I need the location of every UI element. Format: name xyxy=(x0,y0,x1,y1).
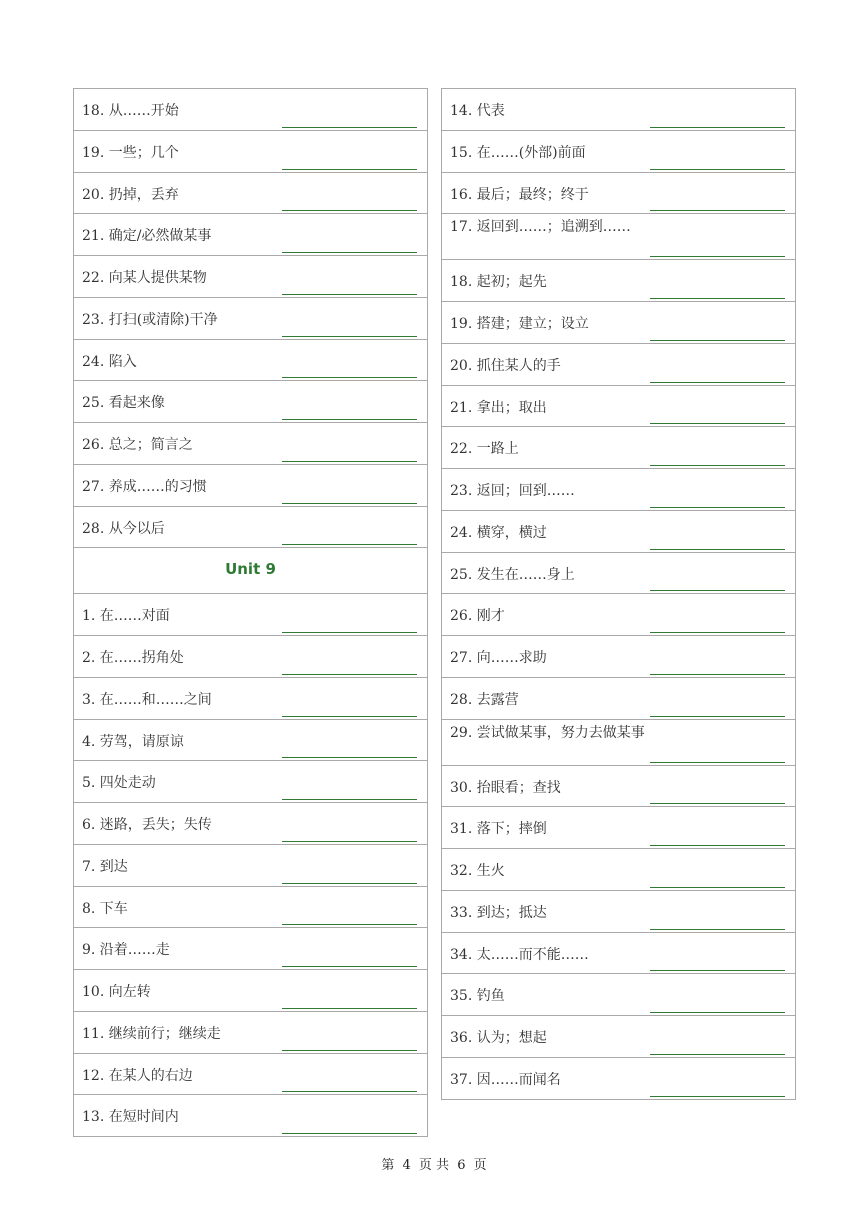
answer-blank[interactable] xyxy=(282,252,417,253)
vocab-row xyxy=(74,214,427,256)
vocab-row xyxy=(74,131,427,173)
answer-blank[interactable] xyxy=(282,1091,417,1092)
vocab-row xyxy=(74,636,427,678)
vocab-prompt: 13. 在短时间内 xyxy=(82,1109,179,1126)
vocab-prompt: 22. 一路上 xyxy=(450,441,519,458)
answer-blank[interactable] xyxy=(282,1133,417,1134)
answer-blank[interactable] xyxy=(650,210,785,211)
vocab-row xyxy=(74,507,427,549)
vocab-prompt: 19. 搭建；建立；设立 xyxy=(450,316,589,332)
answer-blank[interactable] xyxy=(282,1008,417,1009)
vocab-prompt: 14. 代表 xyxy=(450,103,505,119)
vocab-row xyxy=(442,636,795,678)
vocab-prompt: 24. 陷入 xyxy=(82,353,137,370)
vocab-prompt: 23. 返回；回到…… xyxy=(450,483,575,499)
vocab-row xyxy=(442,807,795,849)
vocab-row xyxy=(74,845,427,887)
answer-blank[interactable] xyxy=(650,340,785,341)
vocab-row xyxy=(442,344,795,386)
answer-blank[interactable] xyxy=(282,503,417,504)
answer-blank[interactable] xyxy=(650,127,785,128)
vocab-prompt: 26. 总之；简言之 xyxy=(82,437,193,453)
vocab-row xyxy=(74,173,427,215)
vocab-row xyxy=(442,553,795,595)
vocab-prompt: 24. 横穿，横过 xyxy=(450,524,547,541)
vocab-row xyxy=(442,427,795,469)
vocab-prompt: 22. 向某人提供某物 xyxy=(82,270,207,286)
vocab-prompt: 5. 四处走动 xyxy=(82,775,156,792)
vocab-row xyxy=(74,803,427,845)
left-vocab-table xyxy=(73,88,428,1137)
vocab-row xyxy=(74,423,427,465)
answer-blank[interactable] xyxy=(282,210,417,211)
vocab-row xyxy=(74,720,427,762)
answer-blank[interactable] xyxy=(282,377,417,378)
vocab-prompt: 4. 劳驾，请原谅 xyxy=(82,733,184,750)
answer-blank[interactable] xyxy=(650,674,785,675)
vocab-prompt: 12. 在某人的右边 xyxy=(82,1067,193,1084)
answer-blank[interactable] xyxy=(650,803,785,804)
vocab-prompt: 18. 起初；起先 xyxy=(450,274,547,291)
answer-blank[interactable] xyxy=(650,298,785,299)
vocab-row xyxy=(442,678,795,720)
vocab-prompt: 26. 刚才 xyxy=(450,608,505,625)
page-footer xyxy=(0,1154,868,1173)
vocab-row xyxy=(442,891,795,933)
vocab-prompt: 10. 向左转 xyxy=(82,984,151,1000)
answer-blank[interactable] xyxy=(650,929,785,930)
vocab-prompt: 20. 抓住某人的手 xyxy=(450,357,561,374)
vocab-row xyxy=(442,720,795,766)
vocab-row xyxy=(442,1058,795,1100)
vocab-prompt: 23. 打扫(或清除)干净 xyxy=(82,311,218,328)
vocab-row xyxy=(442,933,795,975)
vocab-prompt: 16. 最后；最终；终于 xyxy=(450,186,589,203)
vocab-prompt: 20. 扔掉，丢弃 xyxy=(82,186,179,203)
vocab-row xyxy=(74,887,427,929)
answer-blank[interactable] xyxy=(650,1054,785,1055)
vocab-prompt: 3. 在……和……之间 xyxy=(82,691,212,708)
vocab-row xyxy=(74,1095,427,1137)
vocab-prompt: 28. 去露营 xyxy=(450,691,519,708)
vocab-row xyxy=(74,465,427,507)
vocab-prompt: 15. 在……(外部)前面 xyxy=(450,144,586,161)
vocab-prompt: 34. 太……而不能…… xyxy=(450,946,589,963)
answer-blank[interactable] xyxy=(650,632,785,633)
footer-suffix: 页 xyxy=(473,1158,487,1173)
vocab-row xyxy=(442,849,795,891)
vocab-row xyxy=(442,469,795,511)
answer-blank[interactable] xyxy=(650,549,785,550)
vocab-row xyxy=(74,340,427,382)
vocab-row xyxy=(74,761,427,803)
answer-blank[interactable] xyxy=(282,419,417,420)
answer-blank[interactable] xyxy=(282,841,417,842)
answer-blank[interactable] xyxy=(650,887,785,888)
answer-blank[interactable] xyxy=(650,845,785,846)
vocab-prompt: 25. 看起来像 xyxy=(82,395,165,412)
vocab-row xyxy=(442,302,795,344)
vocab-prompt: 19. 一些；几个 xyxy=(82,144,179,161)
vocab-prompt: 17. 返回到……；追溯到…… xyxy=(450,219,631,236)
vocab-row xyxy=(442,89,795,131)
vocab-prompt: 32. 生火 xyxy=(450,863,505,879)
vocab-prompt: 31. 落下；摔倒 xyxy=(450,821,547,838)
answer-blank[interactable] xyxy=(650,507,785,508)
vocab-prompt: 8. 下车 xyxy=(82,900,128,917)
answer-blank[interactable] xyxy=(282,461,417,462)
vocab-prompt: 9. 沿着……走 xyxy=(82,942,170,959)
vocab-row xyxy=(442,214,795,260)
footer-middle: 页 共 xyxy=(418,1158,450,1173)
vocab-row xyxy=(74,89,427,131)
answer-blank[interactable] xyxy=(650,762,785,763)
answer-blank[interactable] xyxy=(282,127,417,128)
vocab-prompt: 35. 钓鱼 xyxy=(450,988,505,1005)
vocab-prompt: 36. 认为；想起 xyxy=(450,1030,547,1046)
footer-prefix: 第 xyxy=(381,1158,395,1173)
unit-title: Unit 9 xyxy=(225,560,276,579)
answer-blank[interactable] xyxy=(282,716,417,717)
vocab-row xyxy=(74,1012,427,1054)
answer-blank[interactable] xyxy=(282,632,417,633)
vocab-prompt: 6. 迷路，丢失；失传 xyxy=(82,817,212,833)
vocab-prompt: 33. 到达；抵达 xyxy=(450,904,547,921)
vocab-prompt: 2. 在……拐角处 xyxy=(82,650,184,666)
vocab-row xyxy=(442,386,795,428)
vocab-prompt: 21. 拿出；取出 xyxy=(450,399,547,416)
answer-blank[interactable] xyxy=(650,716,785,717)
answer-blank[interactable] xyxy=(650,590,785,591)
vocab-row xyxy=(442,766,795,808)
answer-blank[interactable] xyxy=(650,423,785,424)
vocab-prompt: 37. 因……而闻名 xyxy=(450,1071,561,1088)
vocab-row xyxy=(442,173,795,215)
answer-blank[interactable] xyxy=(650,465,785,466)
vocab-row xyxy=(74,298,427,340)
answer-blank[interactable] xyxy=(282,544,417,545)
vocab-row xyxy=(442,260,795,302)
answer-blank[interactable] xyxy=(282,336,417,337)
answer-blank[interactable] xyxy=(650,169,785,170)
vocab-row xyxy=(74,678,427,720)
answer-blank[interactable] xyxy=(650,382,785,383)
vocab-prompt: 29. 尝试做某事，努力去做某事 xyxy=(450,724,645,741)
answer-blank[interactable] xyxy=(282,799,417,800)
vocab-row xyxy=(442,131,795,173)
answer-blank[interactable] xyxy=(282,1050,417,1051)
answer-blank[interactable] xyxy=(650,970,785,971)
vocab-prompt: 30. 抬眼看；查找 xyxy=(450,779,561,796)
unit-header-row xyxy=(74,548,427,594)
answer-blank[interactable] xyxy=(282,169,417,170)
answer-blank[interactable] xyxy=(282,294,417,295)
vocab-row xyxy=(74,381,427,423)
answer-blank[interactable] xyxy=(650,256,785,257)
vocab-prompt: 27. 养成……的习惯 xyxy=(82,478,207,495)
vocab-row xyxy=(74,928,427,970)
answer-blank[interactable] xyxy=(282,757,417,758)
vocab-row xyxy=(442,1016,795,1058)
vocab-row xyxy=(74,1054,427,1096)
vocab-prompt: 28. 从今以后 xyxy=(82,520,165,537)
answer-blank[interactable] xyxy=(650,1012,785,1013)
vocab-row xyxy=(74,970,427,1012)
answer-blank[interactable] xyxy=(282,883,417,884)
vocab-prompt: 11. 继续前行；继续走 xyxy=(82,1025,221,1042)
vocab-row xyxy=(442,511,795,553)
footer-total-pages: 6 xyxy=(457,1158,466,1173)
vocab-prompt: 27. 向……求助 xyxy=(450,650,547,666)
vocab-prompt: 25. 发生在……身上 xyxy=(450,566,575,583)
answer-blank[interactable] xyxy=(282,674,417,675)
vocab-row xyxy=(74,594,427,636)
vocab-prompt: 1. 在……对面 xyxy=(82,608,170,625)
vocab-prompt: 21. 确定/必然做某事 xyxy=(82,228,212,245)
answer-blank[interactable] xyxy=(282,924,417,925)
vocab-row xyxy=(442,594,795,636)
vocab-prompt: 7. 到达 xyxy=(82,858,128,875)
right-vocab-table xyxy=(441,88,796,1100)
answer-blank[interactable] xyxy=(282,966,417,967)
vocab-row xyxy=(442,974,795,1016)
answer-blank[interactable] xyxy=(650,1096,785,1097)
footer-page-number: 4 xyxy=(402,1158,411,1173)
vocab-prompt: 18. 从……开始 xyxy=(82,103,179,119)
vocab-row xyxy=(74,256,427,298)
